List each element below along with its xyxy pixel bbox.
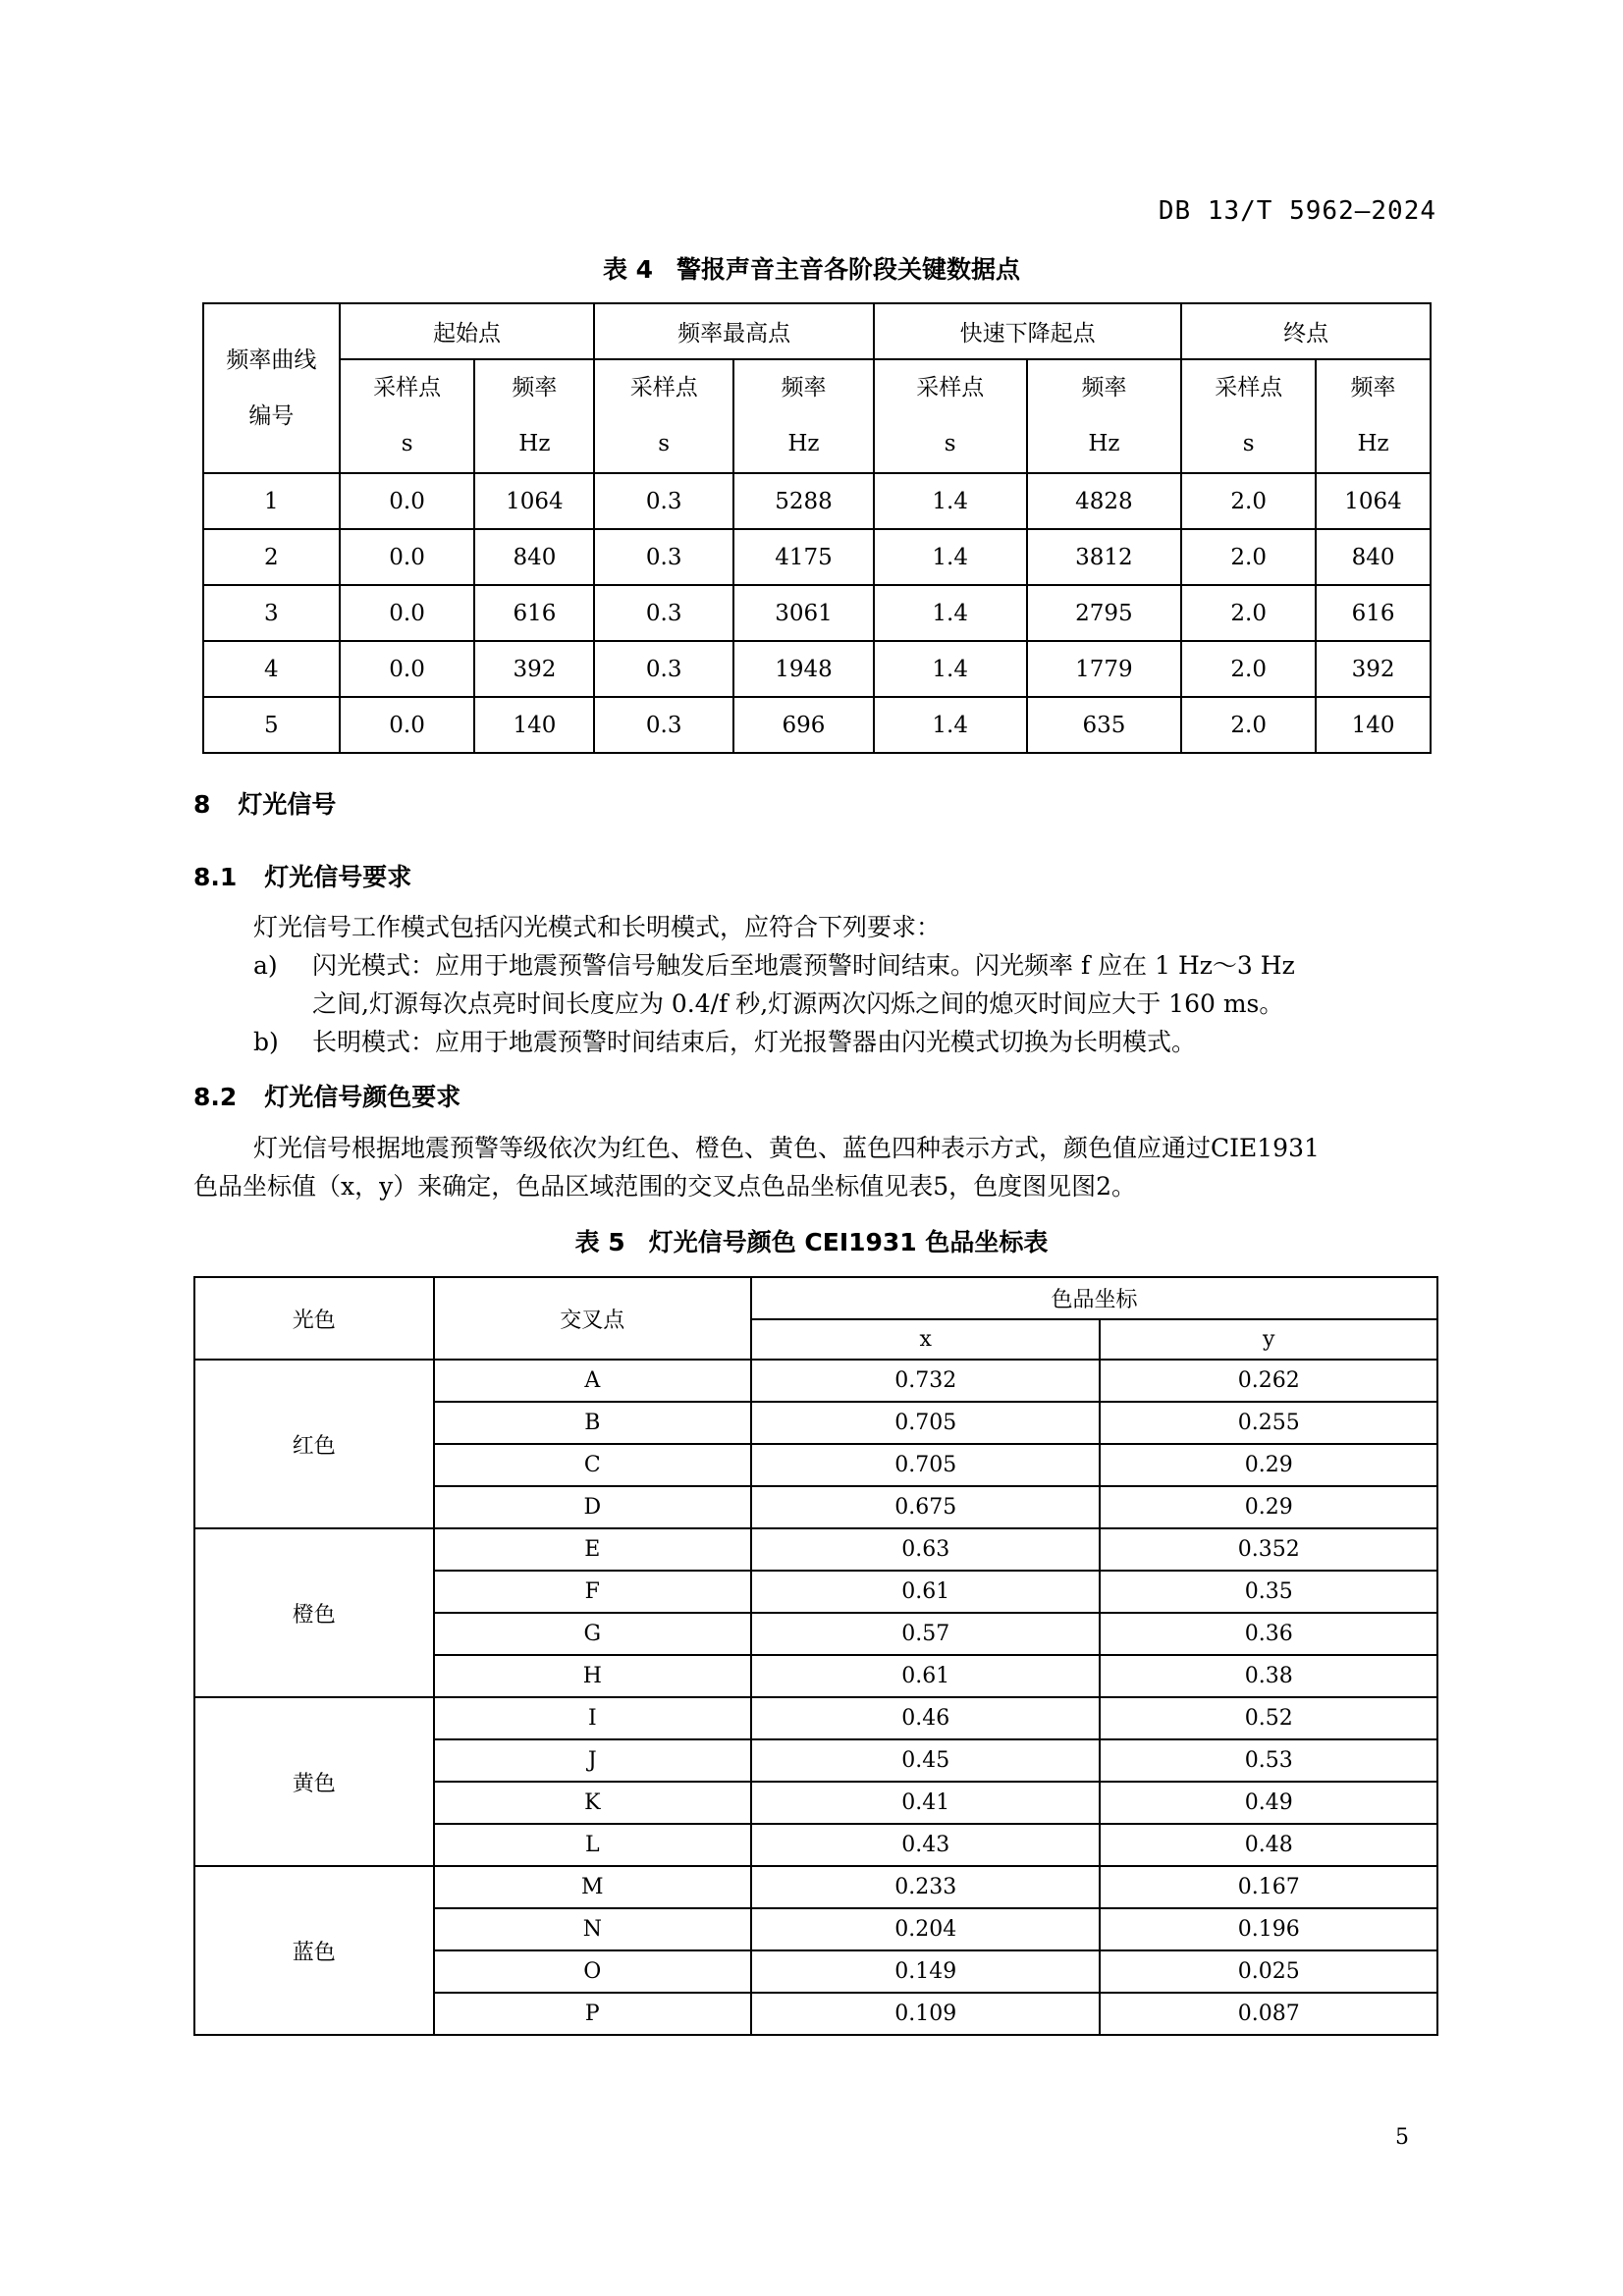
table-row	[203, 697, 1431, 753]
table-cell: 0.63	[751, 1528, 1100, 1571]
list-item-a-label: a)	[253, 951, 278, 980]
table-cell: 4175	[733, 529, 874, 585]
table-cell: 0.3	[594, 641, 733, 697]
table-cell: 5288	[733, 473, 874, 529]
table-cell: 0.57	[751, 1613, 1100, 1655]
table-cell: M	[434, 1866, 751, 1908]
table4-subheader-time-unit: s	[944, 431, 956, 456]
table-cell: 0.025	[1100, 1950, 1437, 1993]
table-cell: 0.38	[1100, 1655, 1437, 1697]
table-cell: 2.0	[1181, 473, 1316, 529]
table-cell: 3812	[1027, 529, 1182, 585]
table-cell: 392	[1316, 641, 1431, 697]
table4-caption-number: 表 4	[602, 255, 654, 284]
table5-color-header: 光色	[194, 1277, 434, 1360]
table-cell: 0.705	[751, 1402, 1100, 1444]
table5-caption-number: 表 5	[574, 1228, 625, 1256]
table4-subheader-time-unit: s	[401, 431, 413, 456]
table-cell: J	[434, 1739, 751, 1782]
table5-point-header: 交叉点	[434, 1277, 751, 1360]
table-cell: 0.46	[751, 1697, 1100, 1739]
table-cell: 0.48	[1100, 1824, 1437, 1866]
table-cell: 2795	[1027, 585, 1182, 641]
table4-subheader-freq-label: 频率	[781, 375, 827, 400]
table-row	[194, 1866, 1437, 1908]
table-cell: 2.0	[1181, 697, 1316, 753]
table4-subheader-freq-label: 频率	[1081, 375, 1127, 400]
table5-coord-header: 色品坐标	[751, 1277, 1437, 1319]
table4-group-header: 起始点	[340, 303, 595, 359]
list-item-b-text: 长明模式：应用于地震预警时间结束后，灯光报警器由闪光模式切换为长明模式。	[312, 1028, 1197, 1056]
table4-subheader-time	[594, 359, 733, 473]
table-cell: 840	[1316, 529, 1431, 585]
table-cell: 0.109	[751, 1993, 1100, 2035]
table-cell: D	[434, 1486, 751, 1528]
table-cell: C	[434, 1444, 751, 1486]
page-number: 5	[1395, 2125, 1409, 2150]
section-8-1-intro: 灯光信号工作模式包括闪光模式和长明模式，应符合下列要求：	[253, 913, 942, 941]
section-8-2-title: 灯光信号颜色要求	[264, 1083, 461, 1111]
table-cell: 140	[1316, 697, 1431, 753]
table-cell: 0.45	[751, 1739, 1100, 1782]
section-8-2-line2: 色品坐标值（x，y）来确定，色品区域范围的交叉点色品坐标值见表5，色度图见图2。	[193, 1172, 1137, 1201]
table4-group-header: 频率最高点	[594, 303, 874, 359]
table-cell: F	[434, 1571, 751, 1613]
table4-curve-header-line2: 编号	[248, 402, 295, 429]
table-cell: 0.675	[751, 1486, 1100, 1528]
table4-subheader-time-label: 采样点	[1215, 375, 1283, 400]
table-cell: 0.167	[1100, 1866, 1437, 1908]
table-cell: 0.49	[1100, 1782, 1437, 1824]
table-cell: 0.0	[340, 697, 475, 753]
table4-subheader-freq	[1316, 359, 1431, 473]
table-cell: E	[434, 1528, 751, 1571]
table-cell: 1948	[733, 641, 874, 697]
table-cell: 0.35	[1100, 1571, 1437, 1613]
table-cell: 0.255	[1100, 1402, 1437, 1444]
table-cell: 840	[474, 529, 594, 585]
table4-curve-header	[203, 303, 340, 473]
table-cell: 1.4	[874, 641, 1027, 697]
table-cell: I	[434, 1697, 751, 1739]
table-cell: 4828	[1027, 473, 1182, 529]
section-8-title: 灯光信号	[238, 790, 337, 819]
list-item-b-label: b)	[253, 1028, 279, 1056]
table-cell: H	[434, 1655, 751, 1697]
table-cell: 0.149	[751, 1950, 1100, 1993]
table-cell: 1779	[1027, 641, 1182, 697]
table-row	[194, 1360, 1437, 1402]
table-cell: 0.262	[1100, 1360, 1437, 1402]
table4-subheader-freq	[1027, 359, 1182, 473]
table5-x-header: x	[751, 1319, 1100, 1360]
table-cell: 0.196	[1100, 1908, 1437, 1950]
table-cell: 0.53	[1100, 1739, 1437, 1782]
table4-subheader-freq-unit: Hz	[1088, 431, 1120, 456]
section-8-2-number: 8.2	[193, 1083, 238, 1111]
table4-subheader-time-unit: s	[658, 431, 671, 456]
table-cell: 0.3	[594, 697, 733, 753]
table4-caption-title: 警报声音主音各阶段关键数据点	[676, 255, 1021, 284]
table-cell: 0.3	[594, 585, 733, 641]
table4-subheader-freq-unit: Hz	[1357, 431, 1389, 456]
table-cell: 0.233	[751, 1866, 1100, 1908]
table-cell: P	[434, 1993, 751, 2035]
table-cell: 0.29	[1100, 1486, 1437, 1528]
table-cell: 0.29	[1100, 1444, 1437, 1486]
table4-group-header: 终点	[1181, 303, 1431, 359]
list-item-a	[253, 946, 1295, 986]
table-cell: 140	[474, 697, 594, 753]
table-cell: 0.705	[751, 1444, 1100, 1486]
table-row	[203, 473, 1431, 529]
table-cell: 1.4	[874, 473, 1027, 529]
table4-subheader-freq	[474, 359, 594, 473]
table-cell: 0.352	[1100, 1528, 1437, 1571]
standard-id: DB 13/T 5962—2024	[1158, 196, 1436, 226]
table-cell: 0.204	[751, 1908, 1100, 1950]
table4-subheader-freq-unit: Hz	[518, 431, 551, 456]
table-row	[203, 585, 1431, 641]
table-cell: 2.0	[1181, 585, 1316, 641]
table5-caption	[0, 1223, 1623, 1258]
table4-subheader-time-label: 采样点	[629, 375, 698, 400]
table4-subheader-freq	[733, 359, 874, 473]
table5	[193, 1276, 1438, 2036]
table-cell: O	[434, 1950, 751, 1993]
table4-caption	[0, 250, 1623, 286]
table4-subheader-freq-label: 频率	[1350, 375, 1396, 400]
table-cell: 0.61	[751, 1571, 1100, 1613]
table-cell: 4	[203, 641, 340, 697]
table4-subheader-time	[1181, 359, 1316, 473]
table-cell: 3061	[733, 585, 874, 641]
table-cell: 0.0	[340, 529, 475, 585]
table-cell: 0.36	[1100, 1613, 1437, 1655]
table-cell: 1064	[474, 473, 594, 529]
table-cell: 5	[203, 697, 340, 753]
table-cell: 1064	[1316, 473, 1431, 529]
table-cell: K	[434, 1782, 751, 1824]
table-cell: 0.0	[340, 473, 475, 529]
table-cell: 0.61	[751, 1655, 1100, 1697]
table-cell: 1.4	[874, 697, 1027, 753]
table-cell: B	[434, 1402, 751, 1444]
table-row	[203, 529, 1431, 585]
table-cell: 2.0	[1181, 641, 1316, 697]
section-8-1-number: 8.1	[193, 863, 238, 891]
section-8-2-heading	[193, 1078, 460, 1113]
table-cell: 0.087	[1100, 1993, 1437, 2035]
table4-subheader-time-label: 采样点	[373, 375, 442, 400]
table-cell: 696	[733, 697, 874, 753]
table-cell: L	[434, 1824, 751, 1866]
table5-color-cell: 黄色	[194, 1697, 434, 1866]
table5-caption-title: 灯光信号颜色 CEI1931 色品坐标表	[648, 1228, 1049, 1256]
table4	[202, 302, 1432, 754]
section-8-number: 8	[193, 790, 211, 819]
table-row	[194, 1697, 1437, 1739]
table5-y-header: y	[1100, 1319, 1437, 1360]
table-cell: 0.43	[751, 1824, 1100, 1866]
table-cell: N	[434, 1908, 751, 1950]
table-cell: 1	[203, 473, 340, 529]
table4-subheader-time-label: 采样点	[916, 375, 985, 400]
table-cell: 616	[1316, 585, 1431, 641]
section-8-2-line1: 灯光信号根据地震预警等级依次为红色、橙色、黄色、蓝色四种表示方式，颜色值应通过CIE1931	[253, 1134, 1320, 1162]
table-cell: 1.4	[874, 585, 1027, 641]
table4-curve-header-line1: 频率曲线	[226, 347, 317, 373]
table4-subheader-freq-label: 频率	[512, 375, 558, 400]
table4-subheader-time	[874, 359, 1027, 473]
table-cell: G	[434, 1613, 751, 1655]
table-row	[203, 641, 1431, 697]
table-cell: 0.3	[594, 529, 733, 585]
table4-subheader-time-unit: s	[1242, 431, 1255, 456]
table-cell: 3	[203, 585, 340, 641]
table-cell: 0.0	[340, 641, 475, 697]
table4-subheader-freq-unit: Hz	[787, 431, 820, 456]
table4-group-header: 快速下降起点	[874, 303, 1181, 359]
list-item-a-line1: 闪光模式：应用于地震预警信号触发后至地震预警时间结束。闪光频率 f 应在 1 Hz～3 Hz	[312, 951, 1295, 980]
table-cell: 635	[1027, 697, 1182, 753]
table-row	[194, 1528, 1437, 1571]
list-item-a-line2: 之间,灯源每次点亮时间长度应为 0.4/f 秒,灯源两次闪烁之间的熄灭时间应大于 160 ms。	[312, 989, 1284, 1018]
table4-subheader-time	[340, 359, 475, 473]
table-cell: 0.0	[340, 585, 475, 641]
table-cell: A	[434, 1360, 751, 1402]
table5-color-cell: 蓝色	[194, 1866, 434, 2035]
table-cell: 2	[203, 529, 340, 585]
section-8-heading	[193, 785, 336, 821]
table-cell: 0.41	[751, 1782, 1100, 1824]
table-cell: 0.52	[1100, 1697, 1437, 1739]
table-cell: 392	[474, 641, 594, 697]
table-cell: 616	[474, 585, 594, 641]
section-8-1-heading	[193, 858, 411, 893]
table-cell: 2.0	[1181, 529, 1316, 585]
table-cell: 0.3	[594, 473, 733, 529]
list-item-b	[253, 1023, 1196, 1062]
table-cell: 0.732	[751, 1360, 1100, 1402]
table5-color-cell: 红色	[194, 1360, 434, 1528]
table-cell: 1.4	[874, 529, 1027, 585]
table5-color-cell: 橙色	[194, 1528, 434, 1697]
section-8-1-title: 灯光信号要求	[264, 863, 412, 891]
